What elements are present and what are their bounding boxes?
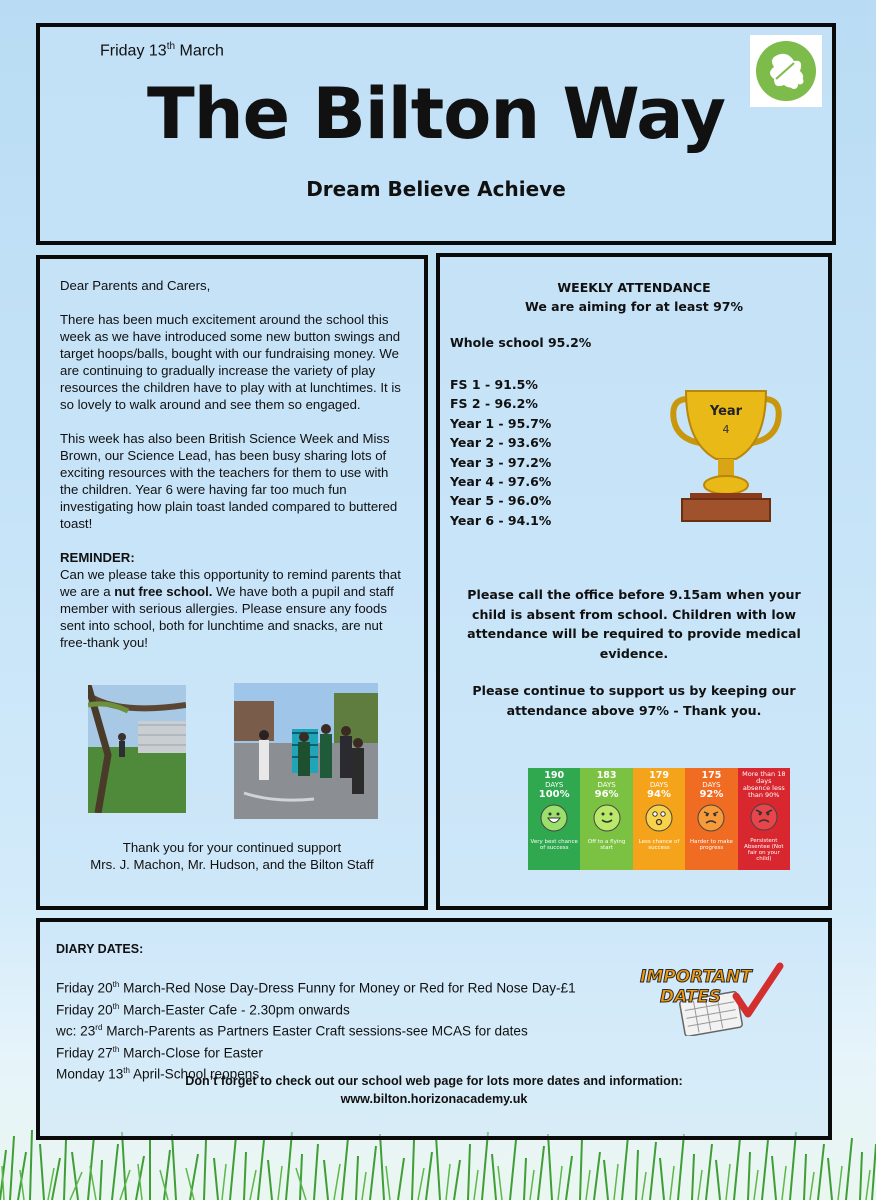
class-attendance-list [450,375,551,530]
scale-percent: than 90% [748,791,780,799]
attendance-scale-column [528,768,580,870]
important-dates-icon [636,962,786,1036]
scale-days: 190 [544,770,565,781]
angry-face-icon [749,802,779,836]
letter-signoff [40,839,424,873]
smile-face-icon [592,803,622,837]
scale-percent: 92% [699,789,724,800]
diary-heading: DIARY DATES: [56,942,144,956]
reminder-heading: REMINDER: [60,550,135,565]
photo-gallery [88,683,388,823]
attendance-scale-column [580,768,632,870]
list-item: Friday 27th March-Close for Easter [56,1044,263,1061]
list-item: Year 5 - 96.0% [450,493,552,509]
badge-line-1: IMPORTANT [640,967,752,987]
list-item: Monday 13th April-School reopens [56,1066,260,1082]
attendance-title: WEEKLY ATTENDANCE [557,280,711,295]
photo-button-swing [88,685,186,813]
attendance-heading [440,278,828,316]
grin-face-icon [539,803,569,837]
website-prompt: Don’t forget to check out our school web page for lots more dates and information: [185,1074,683,1088]
scale-caption: Harder to make progress [689,839,733,851]
list-item: wc: 23rd March-Parents as Partners Easter Craft sessions-see MCAS for dates [56,1023,528,1039]
badge-line-2: DATES [660,987,722,1007]
school-motto: Dream Believe Achieve [306,177,566,201]
diary-panel [36,918,832,1140]
scale-caption: Off to a flying start [587,839,626,851]
scale-caption: Less chance of success [638,839,680,851]
list-item: FS 1 - 91.5% [450,377,538,392]
scale-unit: DAYS [597,781,616,789]
scale-unit: DAYS [702,781,721,789]
absence-call-notice: Please call the office before 9.15am when your child is absent from school. Children with low attendance will be required to provide medical evidence. [467,587,801,661]
trophy-label: Year [709,404,743,419]
scale-days: 179 [649,770,669,781]
scale-unit: DAYS [545,781,564,789]
scale-percent: 94% [647,789,671,800]
attendance-scale-column [633,768,685,870]
letter-panel [36,255,428,910]
diary-dates-list [56,976,576,1084]
list-item: Friday 20th March-Easter Cafe - 2.30pm onwards [56,1001,350,1018]
scale-percent: 96% [594,789,619,800]
worry-face-icon [644,803,674,837]
scale-caption: Persistent Absentee (Not fair on your child) [744,838,784,862]
attendance-scale-column [738,768,790,870]
list-item: Year 4 - 97.6% [450,474,552,490]
diary-footer [40,1072,828,1108]
whole-school-attendance: Whole school 95.2% [450,335,592,350]
frown-face-icon [696,803,726,837]
letter-paragraph-2: This week has also been British Science Week and Miss Brown, our Science Lead, has been busy sharing lots of exciting resources with the teachers for them to use with the children. Year 6 were having far too much fun investigating how plain toast landed compared to buttered toast! [60,431,398,531]
school-logo-icon [750,35,822,107]
scale-days: 183 [596,770,617,781]
scale-percent: 100% [538,789,570,800]
attendance-scale-chart [528,768,790,870]
list-item: FS 2 - 96.2% [450,396,538,412]
scale-unit: absence less [742,784,785,792]
attendance-support-notice: Please continue to support us by keeping our attendance above 97% - Thank you. [472,683,796,718]
reminder-text: Can we please take this opportunity to remind parents that we are a nut free school. We have both a pupil and staff member with serious allergies. Please ensure any foods sent into school, both for lunchtime and snacks, are nut free-thank you! [60,567,401,650]
letter-greeting: Dear Parents and Carers, [60,278,211,293]
list-item: Friday 20th March-Red Nose Day-Dress Funny for Money or Red for Red Nose Day-£1 [56,980,576,996]
list-item: Year 6 - 94.1% [450,512,552,528]
newsletter-title: The Bilton Way [147,73,725,155]
list-item: Year 2 - 93.6% [450,435,552,451]
letter-paragraph-1: There has been much excitement around the school this week as we have introduced some new button swings and target hoops/balls, bought with our fundraising money. We are continuing to gradually increase the variety of play resources the children have to play with at lunchtimes. It is so lovely to walk around and see them so engaged. [60,312,401,412]
trophy-icon [670,387,782,527]
signoff-names: Mrs. J. Machon, Mr. Hudson, and the Bilton Staff [90,857,374,872]
attendance-scale-column [685,768,737,870]
scale-days: 175 [701,770,722,781]
list-item: Year 1 - 95.7% [450,415,552,431]
attendance-panel [436,253,832,910]
trophy-number: 4 [722,423,730,436]
scale-caption: Very best chance of success [530,839,578,851]
list-item: Year 3 - 97.2% [450,454,552,470]
attendance-aim: We are aiming for at least 97% [524,299,744,314]
header-panel [36,23,836,245]
scale-unit: DAYS [649,781,669,789]
signoff-thanks: Thank you for your continued support [122,840,342,855]
scale-days: More than 18 days [742,770,786,785]
newsletter-date: Friday 13th March [100,41,224,60]
photo-target-hoops [234,683,378,819]
website-link[interactable]: www.bilton.horizonacademy.uk [340,1092,528,1106]
